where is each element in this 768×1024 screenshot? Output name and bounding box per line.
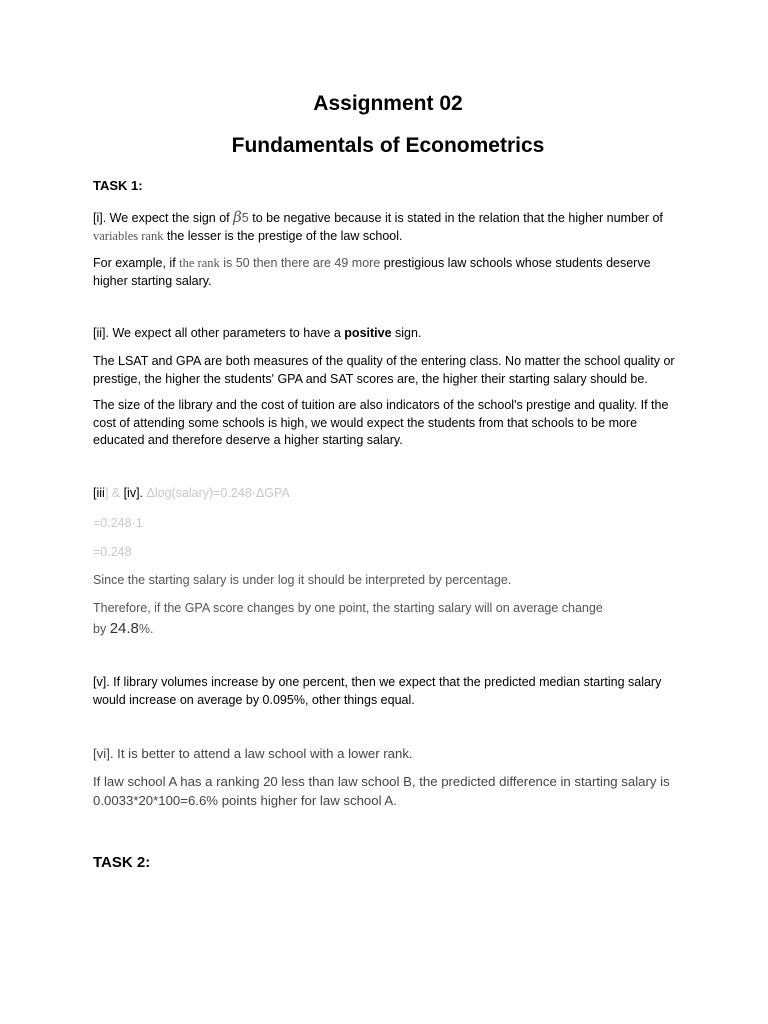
i-rest1: to be negative because it is stated in the relation that the higher number of: [248, 211, 663, 225]
by-word: by: [93, 621, 110, 636]
task1-ii-paragraph: [93, 325, 683, 343]
task2-heading: TASK 2:: [93, 854, 151, 872]
positive-word: positive: [344, 326, 392, 341]
therefore-line: Therefore, if the GPA score changes by one point, the starting salary will on average change: [93, 601, 603, 616]
task1-heading: TASK 1:: [93, 178, 143, 193]
since-paragraph: Since the starting salary is under log it should be interpreted by percentage.: [93, 572, 512, 587]
document-content: [93, 88, 683, 872]
equation-line3: =0.248: [93, 545, 132, 560]
example-lead: For example, if: [93, 256, 180, 271]
iii-label: [iii: [93, 485, 105, 500]
beta-subscript: 5: [241, 211, 249, 225]
task1-v-paragraph: [v]. If library volumes increase by one percent, then we expect that the predicted median starting salary would increase on average by 0.095%, other things equal.: [93, 674, 662, 707]
example-paragraph: [93, 255, 683, 290]
equation-line1: Δlog(salary)=0.248·ΔGPA: [143, 485, 290, 500]
therefore-value-line: [93, 618, 683, 640]
i-rest2: the lesser is the prestige of the law school.: [163, 228, 403, 243]
percent-value: 24.8: [109, 619, 139, 637]
iii-faded: ] &: [104, 485, 121, 500]
ii-lead: [ii]. We expect all other parameters to have a: [93, 326, 345, 341]
percent-sign: %.: [138, 621, 154, 636]
variables-rank-text: variables rank: [93, 228, 164, 243]
beta-symbol: β: [233, 208, 242, 226]
lsat-paragraph: The LSAT and GPA are both measures of the quality of the entering class. No matter the school quality or prestige, the higher the students' GPA and SAT scores are, the higher their starting salary should be.: [93, 353, 675, 386]
ii-rest: sign.: [391, 326, 422, 341]
task1-vi-paragraph: [vi]. It is better to attend a law school with a lower rank.: [93, 746, 413, 762]
iv-label: [iv].: [120, 485, 144, 500]
law-school-a-paragraph: If law school A has a ranking 20 less than law school B, the predicted difference in starting salary is 0.0033*20*100=6.6% points higher for law school A.: [93, 774, 670, 809]
library-paragraph: The size of the library and the cost of tuition are also indicators of the school's prestige and quality. If the cost of attending some schools is high, we would expect the students from that schools to be more educated and therefore deserve a higher starting salary.: [93, 398, 669, 448]
example-rest: prestigious law schools whose students deserve higher starting salary.: [93, 256, 651, 288]
equation-line2: =0.248·1: [93, 515, 143, 530]
task1-iii-iv-line: [93, 485, 683, 503]
task1-i-paragraph: [93, 209, 683, 245]
document-title: Assignment 02: [313, 92, 463, 115]
i-lead: [i]. We expect the sign of: [93, 211, 234, 225]
example-mid: is 50 then there are 49 more: [219, 256, 381, 271]
document-subtitle: Fundamentals of Econometrics: [231, 134, 545, 157]
the-rank-text: the rank: [179, 256, 220, 271]
